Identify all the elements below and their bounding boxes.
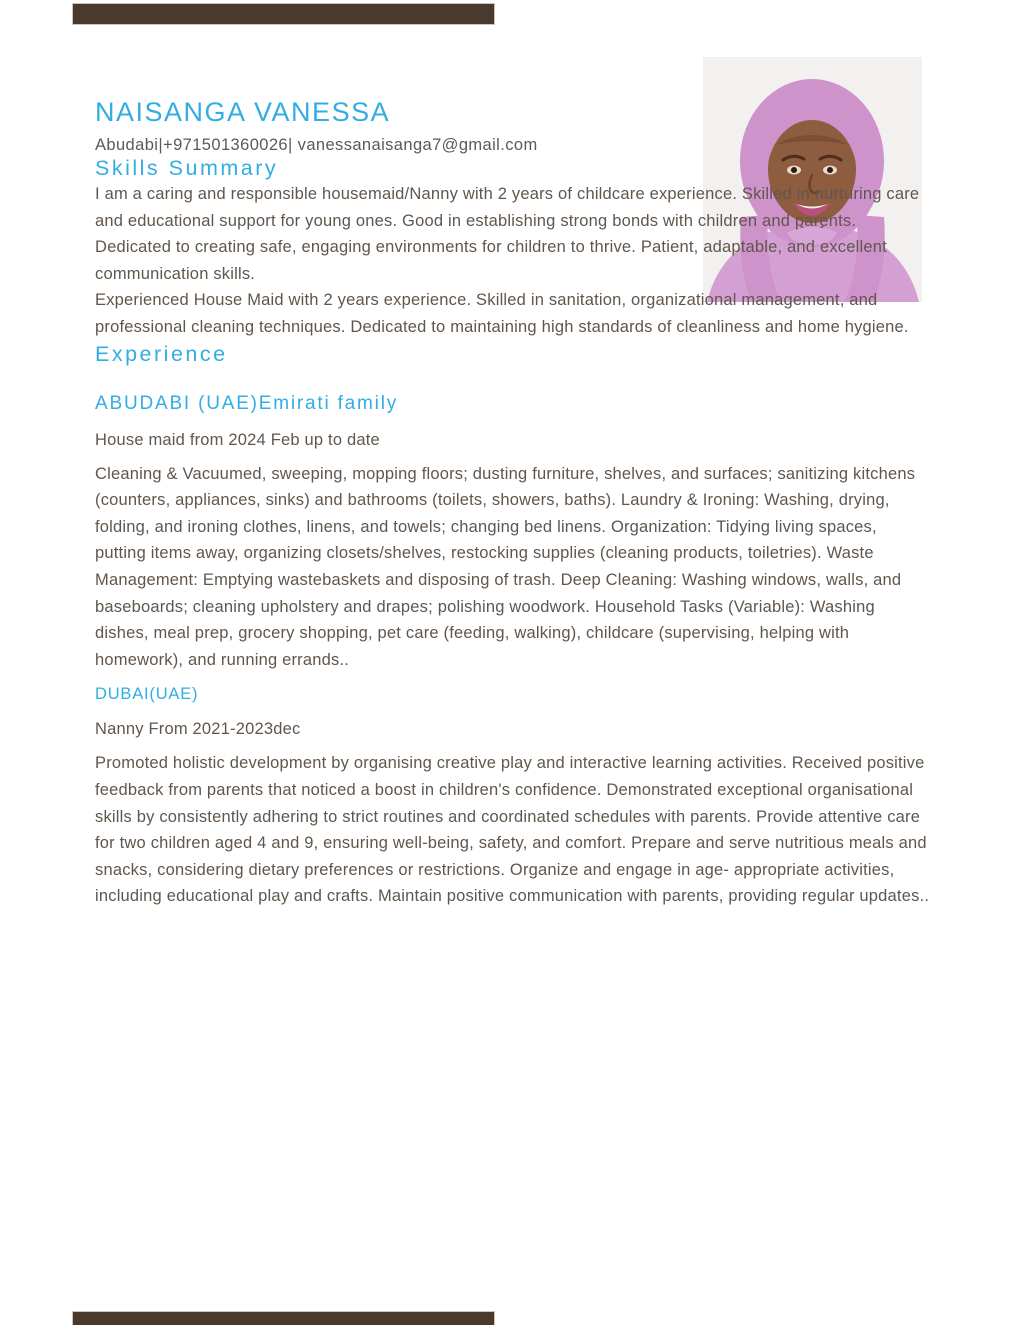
contact-line: Abudabi|+971501360026| vanessanaisanga7@gmail.com xyxy=(95,136,538,154)
bottom-decorative-bar xyxy=(72,1311,495,1325)
experience-job-dubai xyxy=(95,684,931,910)
skills-summary-paragraph-2: Experienced House Maid with 2 years experience. Skilled in sanitation, organizational management, and professional cleaning techniques. Dedicated to maintaining high standards of cleanliness and home hygiene. xyxy=(95,291,909,336)
job-role-line-dubai: Nanny From 2021-2023dec xyxy=(95,720,301,739)
resume-content xyxy=(95,0,931,910)
job-heading-dubai: DUBAI(UAE) xyxy=(95,685,199,704)
job-description-abudabi: Cleaning & Vacuumed, sweeping, mopping floors; dusting furniture, shelves, and surfaces; sanitizing kitchens (counters, appliances, sinks) and bathrooms (toilets, showers, baths). Laundry & Ironing: Washing, drying, folding, and ironing clothes, linens, and towels; changing bed linens. Organization: Tidying living spaces, putting items away, organizing closets/shelves, restocking supplies (cleaning products, toiletries). Waste Management: Emptying wastebaskets and disposing of trash. Deep Cleaning: Washing windows, walls, and baseboards; cleaning upholstery and drapes; polishing woodwork. Household Tasks (Variable): Washing dishes, meal prep, grocery shopping, pet care (feeding, walking), childcare (supervising, helping with homework), and running errands.. xyxy=(95,464,916,669)
experience-heading: Experience xyxy=(95,341,228,366)
skills-summary-heading: Skills Summary xyxy=(95,156,279,180)
skills-summary-paragraph-1: I am a caring and responsible housemaid/Nanny with 2 years of childcare experience. Skilled in nurturing care and educational support for young ones. Good in establishing strong bonds with children and parents. Dedicated to creating safe, engaging environments for children to thrive. Patient, adaptable, and excellent communication skills. xyxy=(95,185,920,283)
job-role-line-abudabi: House maid from 2024 Feb up to date xyxy=(95,430,380,449)
job-description-dubai: Promoted holistic development by organising creative play and interactive learning activities. Received positive feedback from parents that noticed a boost in children's confidence. Demonstrated exceptional organisational skills by consistently adhering to strict routines and coordinated schedules with parents. Provide attentive care for two children aged 4 and 9, ensuring well-being, safety, and comfort. Prepare and serve nutritious meals and snacks, considering dietary preferences or restrictions. Organize and engage in age- appropriate activities, including educational play and crafts. Maintain positive communication with parents, providing regular updates.. xyxy=(95,754,930,906)
experience-job-abudabi xyxy=(95,392,931,674)
candidate-name: NAISANGA VANESSA xyxy=(95,97,391,127)
job-heading-abudabi: ABUDABI (UAE)Emirati family xyxy=(95,392,399,414)
